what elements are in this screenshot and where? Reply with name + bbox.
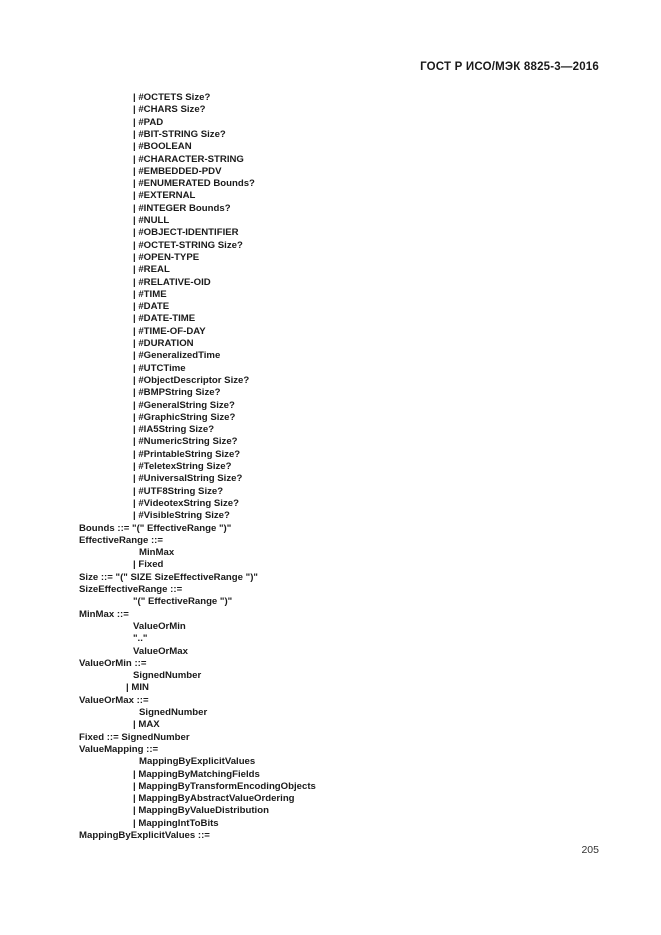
- grammar-line: | #NULL: [133, 215, 170, 226]
- grammar-line: | #UniversalString Size?: [133, 473, 243, 485]
- grammar-line: | #ENUMERATED Bounds?: [133, 178, 255, 190]
- grammar-line: SignedNumber: [133, 670, 202, 682]
- grammar-line: | #TIME-OF-DAY: [133, 325, 206, 337]
- grammar-line: | MappingByTransformEncodingObjects: [133, 780, 316, 792]
- grammar-line: ValueMapping ::=: [79, 743, 159, 755]
- grammar-line: | #BMPString Size?: [133, 387, 221, 399]
- grammar-line: SizeEffectiveRange ::=: [79, 584, 183, 595]
- grammar-line: | #BIT-STRING Size?: [133, 128, 226, 140]
- grammar-line: | #GraphicString Size?: [133, 411, 236, 423]
- grammar-line: | MAX: [133, 719, 160, 731]
- grammar-line: ValueOrMax: [133, 645, 188, 657]
- grammar-line: | #ObjectDescriptor Size?: [133, 374, 250, 386]
- grammar-line: | #EXTERNAL: [133, 190, 196, 202]
- grammar-line: | #DURATION: [133, 338, 194, 349]
- grammar-line: MinMax: [139, 547, 175, 559]
- grammar-line: | #GeneralizedTime: [133, 350, 221, 362]
- grammar-line: "..": [133, 633, 148, 645]
- document-header: ГОСТ Р ИСО/МЭК 8825-3—2016: [420, 61, 599, 73]
- grammar-line: | #CHARS Size?: [133, 104, 206, 116]
- grammar-line: | #PAD: [133, 116, 164, 128]
- grammar-line: | MappingByAbstractValueOrdering: [133, 793, 295, 805]
- grammar-line: "(" EffectiveRange ")": [133, 596, 233, 608]
- grammar-line: | #DATE-TIME: [133, 313, 196, 325]
- grammar-line: | #INTEGER Bounds?: [133, 202, 231, 214]
- grammar-line: | MIN: [126, 682, 149, 694]
- grammar-line: | #BOOLEAN: [133, 141, 192, 153]
- grammar-line: ValueOrMin ::=: [79, 657, 147, 669]
- grammar-line: Fixed ::= SignedNumber: [79, 731, 190, 743]
- grammar-line: | #OBJECT-IDENTIFIER: [133, 227, 239, 239]
- grammar-line: ValueOrMax ::=: [79, 694, 149, 706]
- grammar-line: | #GeneralString Size?: [133, 399, 235, 411]
- grammar-line: | #UTCTime: [133, 362, 186, 374]
- page-number: 205: [581, 844, 599, 856]
- grammar-line: SignedNumber: [139, 707, 208, 718]
- grammar-line: | #PrintableString Size?: [133, 448, 241, 460]
- grammar-line: | #EMBEDDED-PDV: [133, 165, 222, 177]
- grammar-line: MappingByExplicitValues: [139, 756, 256, 768]
- grammar-line: | #TIME: [133, 288, 167, 300]
- grammar-line: | MappingIntToBits: [133, 817, 219, 829]
- grammar-line: | #OPEN-TYPE: [133, 251, 200, 263]
- grammar-line: | #UTF8String Size?: [133, 485, 224, 497]
- grammar-line: EffectiveRange ::=: [79, 534, 163, 546]
- grammar-line: | #DATE: [133, 301, 170, 313]
- grammar-line: Size ::= "(" SIZE SizeEffectiveRange ")": [79, 571, 258, 583]
- grammar-line: MappingByExplicitValues ::=: [79, 830, 210, 841]
- grammar-line: | #VisibleString Size?: [133, 510, 230, 522]
- grammar-line: | MappingByValueDistribution: [133, 805, 269, 817]
- grammar-line: MinMax ::=: [79, 608, 129, 620]
- grammar-line: ValueOrMin: [133, 620, 186, 632]
- grammar-line: | #OCTET-STRING Size?: [133, 239, 243, 251]
- grammar-line: | #IA5String Size?: [133, 424, 215, 436]
- grammar-line: | #TeletexString Size?: [133, 461, 232, 472]
- grammar-line: | #VideotexString Size?: [133, 497, 239, 509]
- grammar-line: | Fixed: [133, 559, 164, 571]
- grammar-line: | #OCTETS Size?: [133, 92, 211, 103]
- grammar-line: | #NumericString Size?: [133, 436, 238, 448]
- grammar-line: | #CHARACTER-STRING: [133, 153, 244, 165]
- grammar-line: | #REAL: [133, 264, 170, 276]
- grammar-line: | MappingByMatchingFields: [133, 768, 260, 780]
- grammar-line: | #RELATIVE-OID: [133, 276, 211, 288]
- grammar-line: Bounds ::= "(" EffectiveRange ")": [79, 522, 232, 534]
